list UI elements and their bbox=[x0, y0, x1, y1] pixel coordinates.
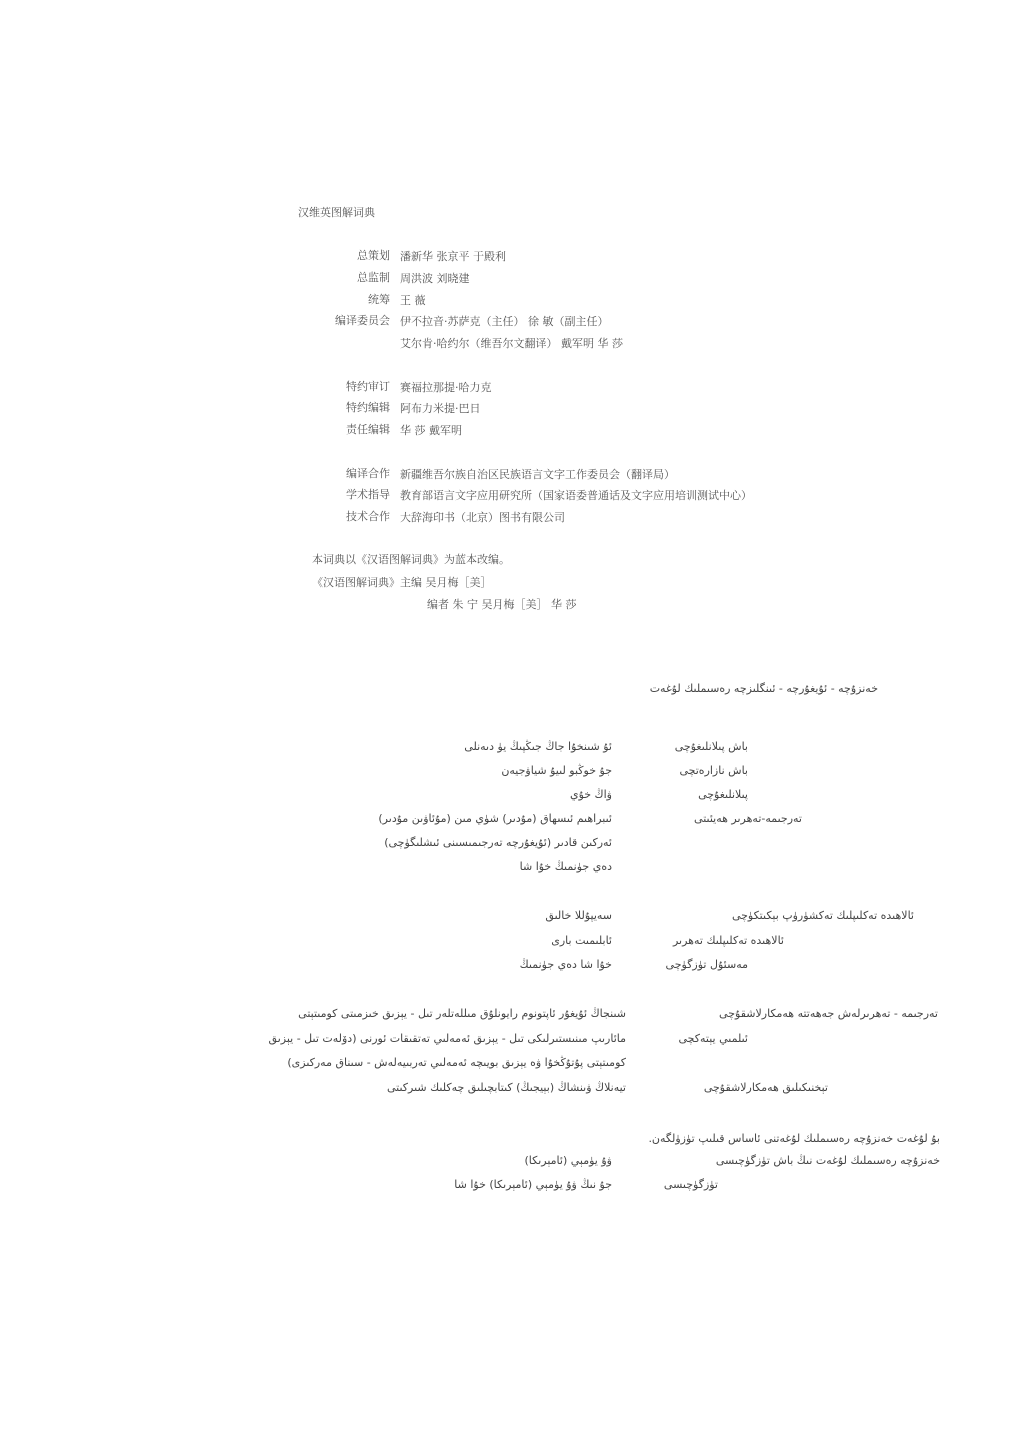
credit-row bbox=[300, 422, 390, 438]
credit-row bbox=[300, 466, 390, 482]
credit-value: 伊不拉音·苏萨克（主任） 徐 敏（副主任） bbox=[400, 315, 609, 328]
credit-label: تەرجىمە-تەھرىر ھەيئىتى bbox=[694, 812, 802, 825]
original-editor-value: ۋۇ يۈمېي (ئامېرىكا) bbox=[524, 1154, 612, 1167]
credit-value: كومىتېتى پۇتۇڭخۇا ۋە يېزىق بويىچە ئەمەلىي تەربىيەلەش - سىناق مەركىزى) bbox=[287, 1056, 626, 1069]
basis-note: بۇ لۇغەت خەنزۇچە رەسىملىك لۇغەتنى ئاساس قىلىپ تۈزۈلگەن. bbox=[648, 1132, 940, 1145]
credit-label: 总策划 bbox=[357, 249, 390, 262]
credit-value: 大辞海印书（北京）图书有限公司 bbox=[400, 511, 565, 524]
chinese-title: 汉维英图解词典 bbox=[298, 206, 375, 219]
credit-label: 学术指导 bbox=[346, 488, 390, 501]
credit-row bbox=[300, 487, 390, 503]
original-editor-note: 《汉语图解词典》主编 吴月梅［美］ bbox=[312, 576, 492, 589]
credit-value: 华 莎 戴军明 bbox=[400, 424, 462, 437]
credit-label: 总监制 bbox=[357, 271, 390, 284]
original-compilers-note: 编者 朱 宁 吴月梅［美］ 华 莎 bbox=[427, 598, 577, 611]
credit-value: 王 薇 bbox=[400, 294, 426, 307]
credit-label: 编译合作 bbox=[346, 467, 390, 480]
credit-label: باش نازارەتچى bbox=[679, 764, 748, 777]
credit-label: 编译委员会 bbox=[335, 314, 390, 327]
credit-value: ئەركىن قادىر (ئۇيغۇرچە تەرجىمىسىنى ئىشلىگۈچى) bbox=[384, 836, 612, 849]
credit-row bbox=[300, 379, 390, 395]
credit-value: خۇا شا دەي جۈنمىڭ bbox=[519, 958, 612, 971]
credit-value: جۇ خوڭبو لىيۇ شياۋجيەن bbox=[501, 764, 612, 777]
credit-label: ئالاھىدە تەكلىپلىك تەھرىر bbox=[672, 934, 784, 947]
credit-value: 周洪波 刘晓建 bbox=[400, 272, 470, 285]
credit-value: مائارىپ مىنىستىرلىكى تىل - يېزىق ئەمەلىي تەتقىقات ئورنى (دۆلەت تىل - يېزىق bbox=[268, 1032, 626, 1045]
credit-value: تيەنلاڭ ۋىنشاڭ (بېيجىڭ) كىتابچىلىق چەكلىك شىركىتى bbox=[386, 1081, 626, 1094]
credit-row bbox=[300, 248, 390, 264]
credit-label: 责任编辑 bbox=[346, 423, 390, 436]
credit-label: تەرجىمە - تەھرىرلەش جەھەتتە ھەمكارلاشقۇچى bbox=[719, 1007, 938, 1020]
credit-value: 教育部语言文字应用研究所（国家语委普通话及文字应用培训测试中心） bbox=[400, 489, 752, 502]
credit-value: ئابلىمىت بارى bbox=[551, 934, 612, 947]
credit-value: ۋاڭ خۇي bbox=[569, 788, 612, 801]
credit-value: سەيپۇللا خالىق bbox=[545, 909, 612, 922]
credit-row bbox=[300, 270, 390, 286]
credit-value: 艾尔肯·哈约尔（维吾尔文翻译） 戴军明 华 莎 bbox=[400, 337, 623, 350]
credit-label: 统筹 bbox=[368, 293, 390, 306]
credit-label: مەسئۇل تۈزگۈچى bbox=[665, 958, 748, 971]
credit-label: 特约审订 bbox=[346, 380, 390, 393]
credit-label: 特约编辑 bbox=[346, 401, 390, 414]
credit-value: 赛福拉那提·哈力克 bbox=[400, 381, 492, 394]
credit-label: ئىلمىي يېتەكچى bbox=[678, 1032, 748, 1045]
uyghur-title: خەنزۇچە - ئۇيغۇرچە - ئىنگلىزچە رەسىملىك لۇغەت bbox=[649, 682, 878, 695]
credit-label: تېخنىكىلىق ھەمكارلاشقۇچى bbox=[703, 1081, 828, 1094]
credit-row bbox=[300, 292, 390, 308]
credit-label: پىلانلىغۇچى bbox=[698, 788, 748, 801]
credit-value: 新疆维吾尔族自治区民族语言文字工作委员会（翻译局） bbox=[400, 468, 675, 481]
credit-label: ئالاھىدە تەكلىپلىك تەكشۈرۈپ بېكىتكۈچى bbox=[731, 909, 914, 922]
credit-row bbox=[300, 313, 390, 329]
credit-label: باش پىلانلىغۇچى bbox=[674, 740, 748, 753]
credit-value: شىنجاڭ ئۇيغۇر ئاپتونوم رايونلۇق مىللەتلەر تىل - يېزىق خىزمىتى كومىتېتى bbox=[298, 1007, 626, 1020]
basis-note: 本词典以《汉语图解词典》为蓝本改编。 bbox=[312, 553, 510, 566]
original-compilers-value: جۇ نىڭ ۋۇ يۈمېي (ئامېرىكا) خۇا شا bbox=[454, 1178, 612, 1191]
original-compilers-label: تۈزگۈچىسى bbox=[663, 1178, 718, 1191]
credit-value: دەي جۈنمىڭ خۇا شا bbox=[519, 860, 612, 873]
credit-row bbox=[300, 400, 390, 416]
credit-value: 潘新华 张京平 于殿利 bbox=[400, 250, 506, 263]
original-editor-label: خەنزۇچە رەسىملىك لۇغەت نىڭ باش تۈزگۈچىسى bbox=[715, 1154, 940, 1167]
credit-value: 阿布力米提·巴日 bbox=[400, 402, 481, 415]
credit-value: ئىبراھىم ئىسھاق (مۇدىر) شۈي مىن (مۇئاۋىن مۇدىر) bbox=[378, 812, 612, 825]
credit-value: ئۇ شىنخۇا جاڭ جىڭپىڭ يۈ دىەنلى bbox=[464, 740, 612, 753]
credit-label: 技术合作 bbox=[346, 510, 390, 523]
credit-row bbox=[300, 509, 390, 525]
